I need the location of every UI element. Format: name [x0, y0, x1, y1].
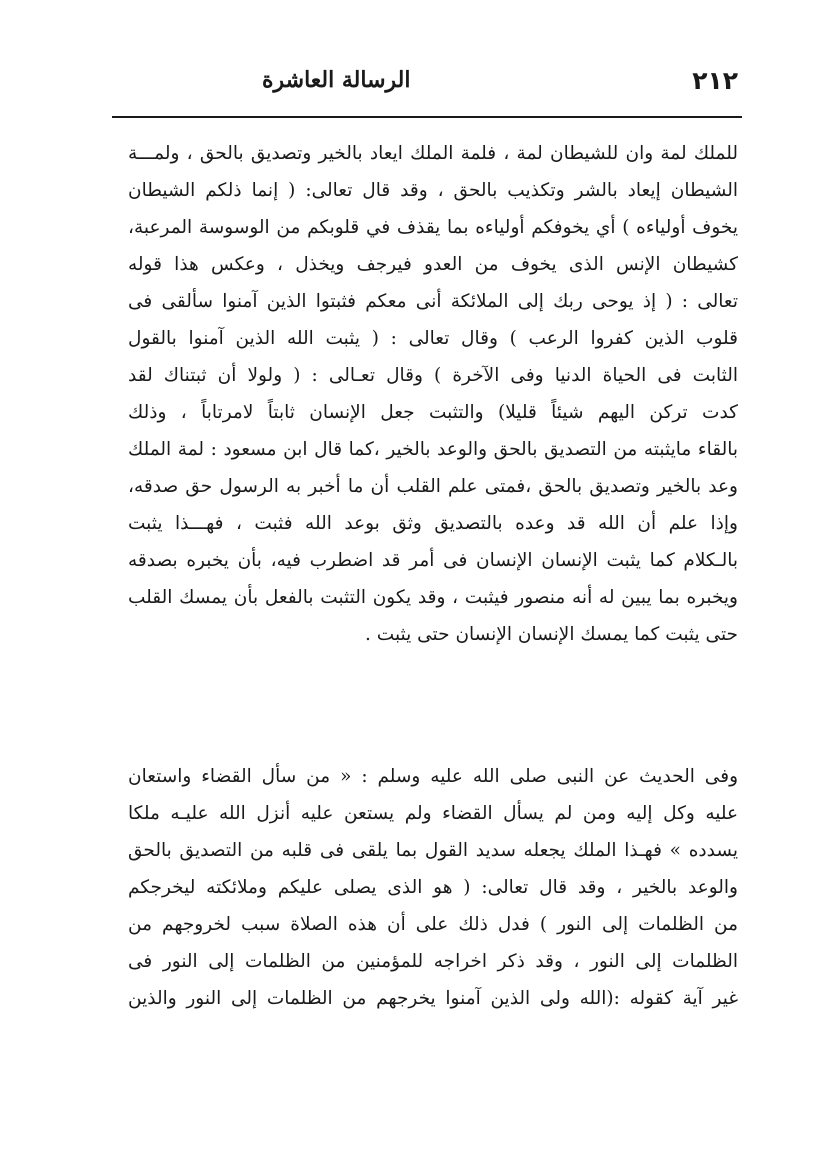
text-line: كشيطان الإنس الذى يخوف من العدو فيرجف ويخذل ، وعكس هذا قوله: [128, 254, 738, 275]
text-line: كدت تركن اليهم شيئاً قليلا) والتثبت جعل الإنسان ثابتاً لامرتاباً ، وذلك: [128, 402, 738, 423]
text-line: تعالى : ( إذ يوحى ربك إلى الملائكة أنى معكم فثبتوا الذين آمنوا سألقى فى: [128, 291, 738, 312]
paragraph-2: [128, 758, 738, 1017]
text-line: ويخبره بما يبين له أنه منصور فيثبت ، وقد يكون التثبت بالفعل بأن يمسك القلب: [128, 587, 738, 608]
text-line: من الظلمات إلى النور ) فدل ذلك على أن هذه الصلاة سبب لخروجهم من: [128, 914, 738, 935]
text-line: وفى الحديث عن النبى صلى الله عليه وسلم : « من سأل القضاء واستعان: [128, 766, 738, 787]
text-line: الثابت فى الحياة الدنيا وفى الآخرة ) وقال تعـالى : ( ولولا أن ثبتناك لقد: [128, 365, 738, 386]
text-line: بالقاء مايثبته من التصديق بالحق والوعد بالخير ،كما قال ابن مسعود : لمة الملك: [128, 439, 738, 460]
text-line: بالـكلام كما يثبت الإنسان الإنسان فى أمر قد اضطرب فيه، بأن يخبره بصدقه: [128, 550, 738, 571]
header-rule: [112, 116, 742, 118]
page-header: [112, 58, 742, 102]
text-line: يسدده » فهـذا الملك يجعله سديد القول بما يلقى فى قلبه من التصديق بالحق: [128, 840, 738, 861]
text-line: قلوب الذين كفروا الرعب ) وقال تعالى : ( يثبت الله الذين آمنوا بالقول: [128, 328, 738, 349]
text-line: حتى يثبت كما يمسك الإنسان الإنسان حتى يثبت .: [365, 624, 738, 645]
text-line: الشيطان إيعاد بالشر وتكذيب بالحق ، وقد قال تعالى: ( إنما ذلكم الشيطان: [128, 180, 738, 201]
paragraph-1: [128, 135, 738, 653]
text-line: والوعد بالخير ، وقد قال تعالى: ( هو الذى يصلى عليكم وملائكته ليخرجكم: [128, 877, 738, 898]
text-line: غير آية كقوله :(الله ولى الذين آمنوا يخرجهم من الظلمات إلى النور والذين: [128, 988, 738, 1009]
text-line: يخوف أولياءه ) أي يخوفكم أولياءه بما يقذف في قلوبكم من الوسوسة المرعبة،: [128, 217, 738, 238]
text-line: وعد بالخير وتصديق بالحق ،فمتى علم القلب أن ما أخبر به الرسول حق صدقه،: [128, 476, 738, 497]
text-line: للملك لمة وان للشيطان لمة ، فلمة الملك ايعاد بالخير وتصديق بالحق ، ولمـــة: [128, 143, 738, 164]
running-title: الرسالة العاشرة: [262, 67, 411, 93]
text-line: الظلمات إلى النور ، وقد ذكر اخراجه للمؤمنين من الظلمات إلى النور فى: [128, 951, 738, 972]
text-line: عليه وكل إليه ومن لم يسأل القضاء ولم يستعن عليه أنزل الله عليـه ملكا: [128, 803, 738, 824]
page-number: ٢١٢: [692, 65, 738, 95]
text-line: وإذا علم أن الله قد وعده بالتصديق وثق بوعد الله فثبت ، فهـــذا يثبت: [128, 513, 738, 534]
